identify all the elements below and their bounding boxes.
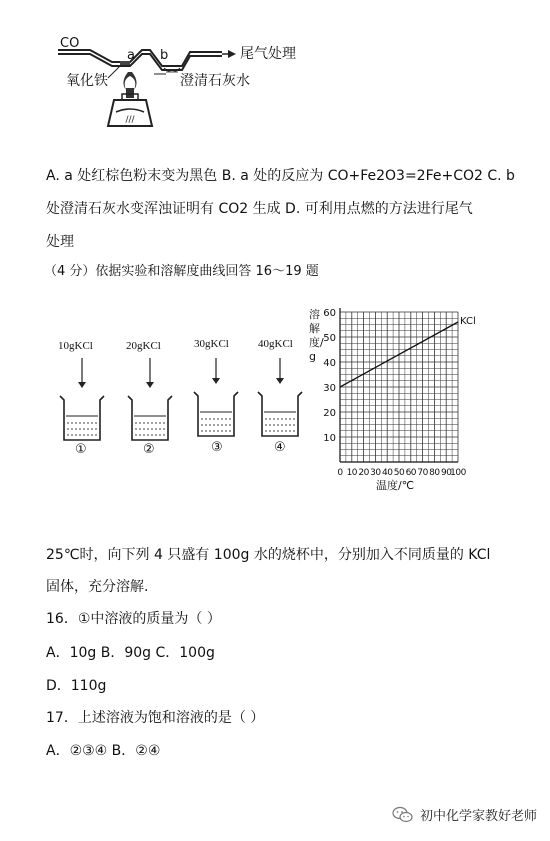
x-tick-label: 60 xyxy=(405,468,417,478)
beaker-3-label: 30gKCl xyxy=(194,338,229,350)
series-label-kcl: KCl xyxy=(460,316,476,327)
x-tick-label: 70 xyxy=(417,468,428,478)
svg-text:///: /// xyxy=(125,115,135,125)
q15-line-3: 处理 xyxy=(46,234,74,250)
x-tick-label: 40 xyxy=(381,468,393,478)
q15-line-2: 处澄清石灰水变浑浊证明有 CO2 生成 D. 可利用点燃的方法进行尾气 xyxy=(46,201,473,217)
q16-options: A．10g B．90g C．100g xyxy=(46,645,215,661)
beakers-figure xyxy=(40,330,320,460)
y-tick-label: 30 xyxy=(323,383,336,394)
beaker-4-number: ④ xyxy=(274,440,286,455)
q17-options: A．②③④ B．②④ xyxy=(46,743,161,759)
co-label: CO xyxy=(60,36,80,51)
point-b-label: b xyxy=(160,48,169,63)
x-tick-label: 80 xyxy=(429,468,440,478)
watermark-text: 初中化学家教好老师 xyxy=(420,809,538,824)
beaker-arrow-head xyxy=(212,378,220,384)
beaker-1-number: ① xyxy=(75,442,87,457)
beaker-3-number: ③ xyxy=(211,440,223,455)
condition-line-1: 25℃时，向下列 4 只盛有 100g 水的烧杯中，分别加入不同质量的 KCl xyxy=(46,547,491,563)
beaker-2-number: ② xyxy=(143,442,155,457)
x-tick-label: 30 xyxy=(370,468,381,478)
beaker-arrow-head xyxy=(78,382,86,388)
beaker xyxy=(194,392,238,436)
y-tick-label: 60 xyxy=(323,308,336,319)
beaker xyxy=(60,396,104,440)
limewater-label: 澄清石灰水 xyxy=(180,73,250,89)
y-tick-label: 50 xyxy=(323,333,336,344)
x-tick-label: 100 xyxy=(450,468,466,478)
watermark xyxy=(392,805,537,824)
q17-stem: 17．上述溶液为饱和溶液的是（ ） xyxy=(46,710,265,726)
exhaust-label: 尾气处理 xyxy=(240,46,296,62)
condition-line-2: 固体，充分溶解. xyxy=(46,579,149,595)
q16-option-d: D．110g xyxy=(46,678,107,694)
section-intro: （4 分）依据实验和溶解度曲线回答 16～19 题 xyxy=(44,264,319,279)
chart-xlabel: 温度/℃ xyxy=(376,479,415,492)
y-tick-label: 20 xyxy=(323,408,336,419)
q16-stem: 16．①中溶液的质量为（ ） xyxy=(46,611,221,627)
x-tick-label: 20 xyxy=(358,468,369,478)
beaker-arrow-head xyxy=(276,378,284,384)
wechat-icon xyxy=(392,806,414,824)
beaker-1-label: 10gKCl xyxy=(58,340,93,352)
x-tick-label: 90 xyxy=(440,468,452,478)
x-tick-label: 0 xyxy=(337,468,343,478)
x-tick-label: 50 xyxy=(393,468,405,478)
beaker-2-label: 20gKCl xyxy=(126,340,161,352)
y-tick-label: 10 xyxy=(323,433,336,444)
beaker-arrow-head xyxy=(146,382,154,388)
y-tick-label: 40 xyxy=(323,358,336,369)
beaker xyxy=(128,396,172,440)
beaker-4-label: 40gKCl xyxy=(258,338,293,350)
solubility-chart xyxy=(300,300,500,500)
beaker xyxy=(258,392,302,436)
point-a-label: a xyxy=(127,48,135,63)
iron-oxide-label: 氧化铁 xyxy=(66,73,108,89)
x-tick-label: 10 xyxy=(346,468,358,478)
q15-line-1: A. a 处红棕色粉末变为黑色 B. a 处的反应为 CO+Fe2O3=2Fe+CO2 C. b xyxy=(46,168,515,184)
chart-ylabel: 溶解度/g xyxy=(309,308,324,363)
